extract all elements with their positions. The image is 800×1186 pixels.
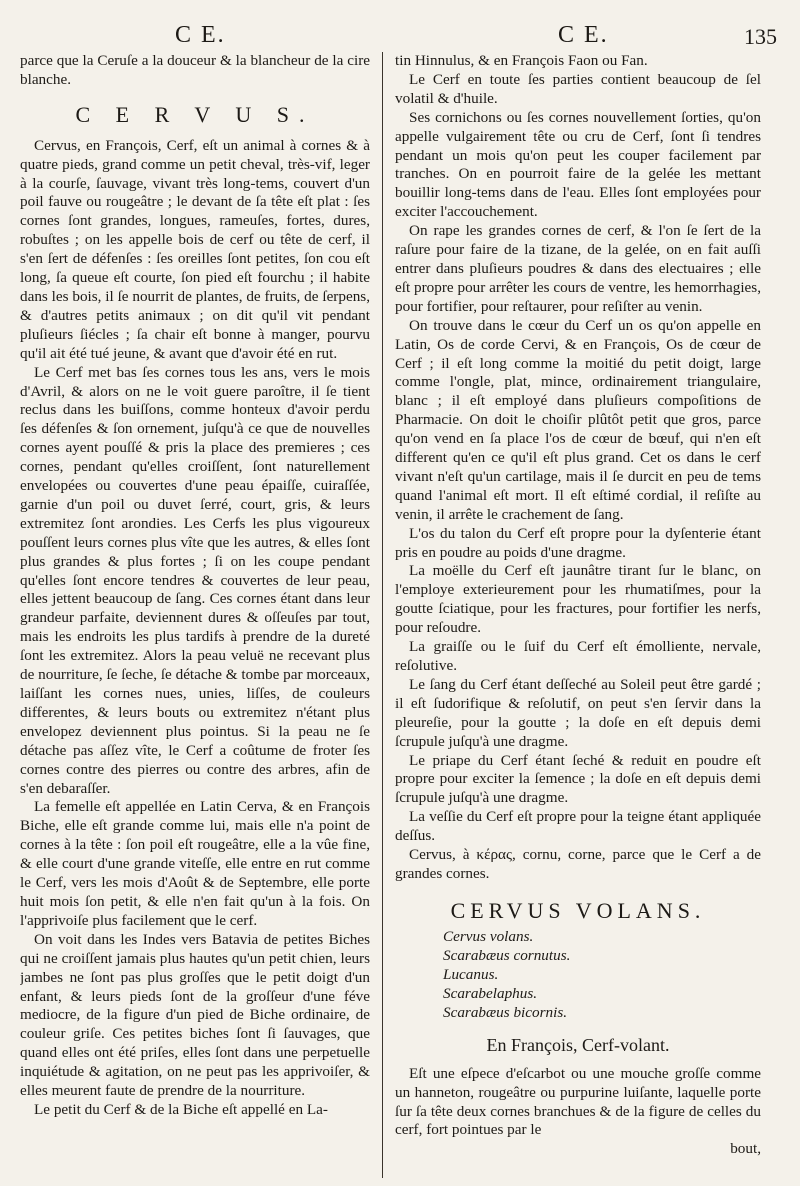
paragraph: La graiſſe ou le ſuif du Cerf eſt émolliente, nervale, reſolutive.: [395, 638, 761, 674]
text-columns: [20, 52, 790, 1178]
paragraph: Le Cerf en toute ſes parties contient beaucoup de ſel volatil & d'huile.: [395, 70, 761, 107]
running-head: [0, 22, 800, 50]
section-title-cervus-volans: CERVUS VOLANS.: [450, 897, 706, 923]
synonym-item: Cervus volans.: [443, 927, 534, 945]
paragraph: Le petit du Cerf & de la Biche eſt appellé en La-: [34, 1100, 328, 1118]
paragraph: Le Cerf met bas ſes cornes tous les ans, vers le mois d'Avril, & alors on ne le voit guere paroître, il ſe tient reclus dans les buiſſons, comme honteux d'avoir perdu ſes défenſes & ſon ornement, juſqu'à ce que de nouvelles cornes ayent pouſſé & pris la place des premieres ; ces cornes, pendant qu'elles croiſſent, ſont naturellement envelopées ou couvertes d'une peau épaiſſe, cuiraſſée, garnie d'un poil ou duvet ſerré, court, gris, & leurs extremitez ſont arondies. Les Cerfs les plus vigoureux pouſſent leurs cornes plus vîte que les autres, & elles ſont plus grandes & plus fortes ; ſi on les coupe pendant qu'elles ſont encore tendres & couvertes de leur peau, elles jettent beaucoup de ſang. Ces cornes étant dans leur grandeur parfaite, deviennent dures & oſſeuſes par tout, mais les endroits les plus tardifs à prendre de la dureté ſont les extremitez. Alors la peau veluë ne recevant plus de nourriture, ſe ſeche, ſe détache & tombe par morceaux, laiſſant les cornes nues, unies, liſſes, de couleurs differentes, & leurs bouts ou extremitez n'étant plus envelopez deviennent plus pointus. Si la peau ne ſe détache pas aſſez vîte, le Cerf a coûtume de froter ſes cornes contre des pierres ou contre des arbres, afin de s'en debaraſſer.: [20, 363, 370, 797]
continuation-text: parce que la Ceruſe a la douceur & la blancheur de la cire blanche.: [20, 52, 370, 88]
paragraph: La veſſie du Cerf eſt propre pour la teigne étant appliquée deſſus.: [395, 808, 761, 845]
paragraph: La moëlle du Cerf eſt jaunâtre tirant ſur le blanc, on l'employe exterieurement pour les rhumatiſmes, pour la goutte ſciatique, pour les fractures, pour fortifier les nerfs, pour reſoudre.: [395, 562, 761, 637]
paragraph: On rape les grandes cornes de cerf, & l'on ſe ſert de la raſure pour faire de la tizane, de la gelée, on en fait auſſi entrer dans pluſieurs poudres & dans des electuaires ; elle eſt propre pour arrêter les cours de ventre, les hemorrhagies, pour fortifier, pour reſtaurer, pour reſiſter au venin.: [395, 222, 761, 315]
running-head-right: C E.: [558, 22, 609, 48]
synonym-item: Lucanus.: [443, 965, 499, 983]
column-rule: [382, 52, 383, 1178]
paragraph: Ses cornichons ou ſes cornes nouvellement ſorties, qu'on appelle vulgairement tête ou cru de Cerf, ſont ſi tendres pendant un mois qu'on peut les couper facilement par tranches. On en pourroit faire de la gelée les mettant bouillir long-tems dans de l'eau. Elles ſont employées pour exciter l'accouchement.: [395, 108, 761, 221]
paragraph: Cervus, en François, Cerf, eſt un animal à cornes & à quatre pieds, grand comme un petit cheval, très-vif, leger à la courſe, ſauvage, vivant très long-tems, couvert d'un poil fauve ou rougeâtre ; le devant de ſa tête eſt plat : ſes cornes ſont grandes, longues, rameuſes, fortes, dures, robuſtes ; on les appelle bois de cerf ou tête de cerf, il s'en ſert de défenſes : ſes oreilles ſont petites, ſon cou eſt long, ſa queue eſt courte, ſon pied eſt fourchu ; il habite dans les bois, il ſe nourrit de plantes, de fruits, de ſerpens, & d'autres petits animaux ; on dit qu'il vit pendant pluſieurs ſiécles ; ſa chair eſt bonne à manger, pourvu qu'il ait été tué jeune, & avant que d'avoir été en rut.: [20, 136, 370, 362]
right-column: [389, 52, 761, 1178]
section-title-cervus: C E R V U S.: [75, 101, 315, 127]
paragraph: Eſt une eſpece d'eſcarbot ou une mouche groſſe comme un hanneton, rougeâtre ou purpurine luiſante, laquelle porte ſur ſa tête deux cornes branchues & de la figure de celles du cerf, fort pointues par le: [395, 1064, 761, 1139]
synonym-item: Scarabelaphus.: [443, 984, 538, 1002]
paragraph: tin Hinnulus, & en François Faon ou Fan.: [395, 52, 648, 69]
paragraph: On trouve dans le cœur du Cerf un os qu'on appelle en Latin, Os de corde Cervi, & en François, Os de cœur de Cerf ; il eſt long comme la moitié du petit doigt, large comme l'ongle, plat, mince, ordinairement triangulaire, blanc ; il eſt employé dans pluſieurs compoſitions de Pharmacie. On doit le choiſir plûtôt petit que gros, parce qu'on vend en ſa place l'os de cœur de bœuf, qui n'en eſt different qu'en ce qu'il eſt plus grand. Cet os dans le cerf vivant n'eſt qu'un cartilage, mais il ſe durcit en peu de tems quand l'animal eſt mort. Il eſt eſtimé cordial, il reſiſte au venin, il arrête le crachement de ſang.: [395, 316, 761, 523]
synonym-item: Scarabæus bicornis.: [443, 1003, 568, 1021]
paragraph: Cervus, à κέρας, cornu, corne, parce que le Cerf a de grandes cornes.: [395, 846, 761, 882]
page-number: 135: [744, 24, 777, 49]
paragraph: Le priape du Cerf étant ſeché & reduit en poudre eſt propre pour exciter la ſemence ; la doſe en eſt depuis demi ſcrupule juſqu'à une dragme.: [395, 751, 761, 807]
catchword: bout,: [730, 1140, 761, 1158]
paragraph: L'os du talon du Cerf eſt propre pour la dyſenterie étant pris en poudre au poids d'une dragme.: [395, 524, 761, 561]
synonym-item: Scarabæus cornutus.: [443, 946, 571, 964]
french-heading: En François, Cerf-volant.: [486, 1034, 670, 1055]
paragraph: Le ſang du Cerf étant deſſeché au Soleil peut être gardé ; il eſt ſudorifique & reſolutif, on peut s'en ſervir dans la pleureſie, pour la goutte ; la doſe en eſt depuis demi ſcrupule juſqu'à une dragme.: [395, 675, 761, 750]
left-column: [20, 52, 382, 1178]
paragraph: On voit dans les Indes vers Batavia de petites Biches qui ne croiſſent jamais plus hautes qu'un petit chien, leurs jambes ne ſont pas plus groſſes que le petit doigt d'un enfant, & leurs pieds ſont de la groſſeur d'une féve mediocre, de la figure d'un pied de Biche ordinaire, de couleur griſe. Ces petites biches ſont ſi ſauvages, que quand elles ont été priſes, elles ſont dans une perpetuelle inquiétude & agitation, on ne peut pas les apprivoiſer, & elles meurent faute de prendre de la nourriture.: [20, 930, 370, 1100]
paragraph: La femelle eſt appellée en Latin Cerva, & en François Biche, elle eſt grande comme lui, mais elle n'a point de cornes à la tête : ſon poil eſt rougeâtre, elle a la vûe fine, & elle court d'une grande viteſſe, elle entre en rut comme le Cerf, vers les mois d'Août & de Septembre, elle porte huit mois ſon petit, & elle n'en fait qu'un à la fois. On l'apprivoiſe plus facilement que le cerf.: [20, 798, 370, 929]
running-head-left: C E.: [175, 22, 226, 48]
